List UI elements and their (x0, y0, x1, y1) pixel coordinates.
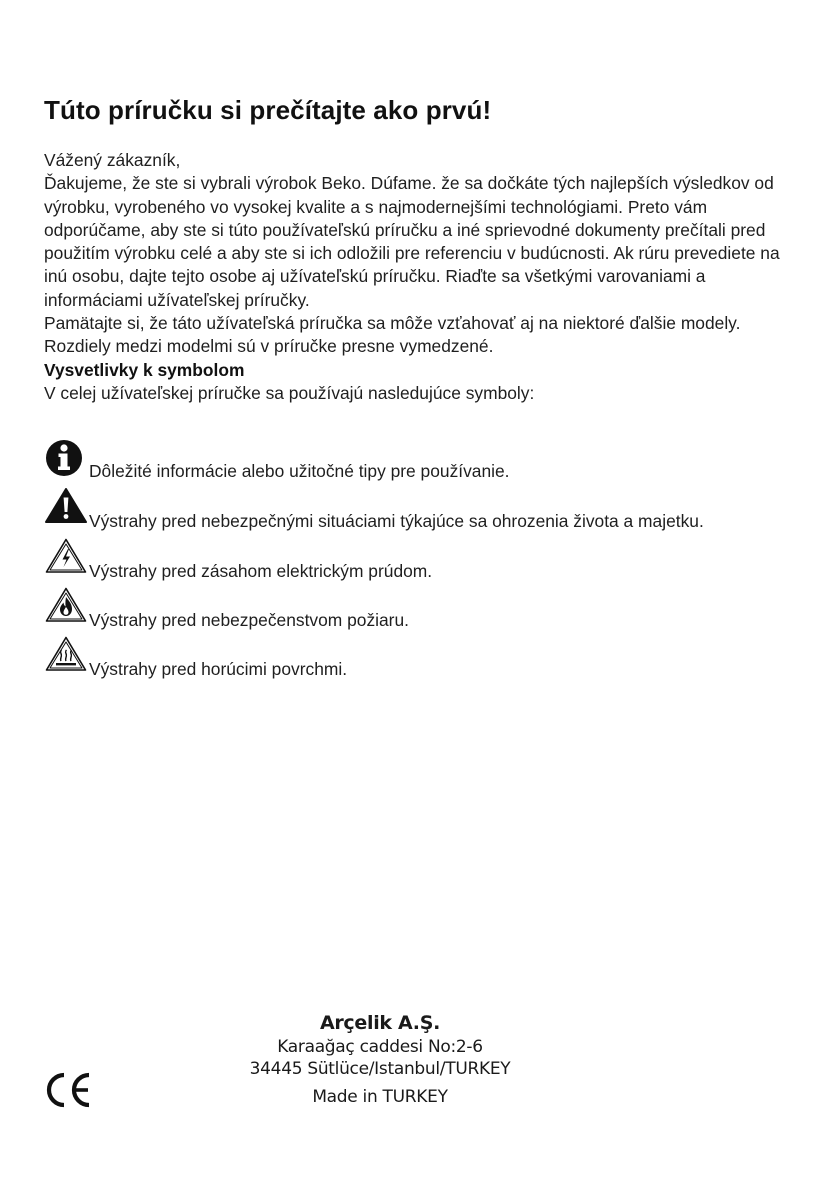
greeting: Vážený zákazník, (44, 150, 181, 170)
symbol-item-electric (44, 537, 804, 581)
symbol-text-info: Dôležité informácie alebo užitočné tipy pre používanie. (89, 461, 510, 481)
info-icon (44, 438, 84, 478)
hot-surface-icon (44, 635, 88, 673)
symbol-text-fire: Výstrahy pred nebezpečenstvom požiaru. (89, 610, 409, 630)
models-note-paragraph: Pamätajte si, že táto užívateľská príručka sa môže vzťahovať aj na niektoré ďalšie modely. Rozdiely medzi modelmi sú v príručke presne vymedzené. (44, 313, 741, 357)
address-line-1: Karaağaç caddesi No:2-6 (277, 1037, 483, 1057)
company-name: Arçelik A.Ş. (319, 1012, 441, 1034)
symbol-item-warning (44, 487, 804, 531)
made-in: Made in TURKEY (312, 1087, 448, 1107)
symbol-item-hot-surface (44, 635, 804, 679)
symbols-intro: V celej užívateľskej príručke sa používajú nasledujúce symboly: (44, 382, 535, 403)
intro-paragraph: Ďakujeme, že ste si vybrali výrobok Beko. Dúfame. že sa dočkáte tých najlepších výsledkov od výrobku, vyrobeného vo vysokej kvalite a s najmodernejšími technológiami. Preto vám odporúčame, aby ste si túto používateľskú príručku a iné sprievodné dokumenty prečítali pred použitím výrobku celé a aby ste si ich odložili pre referenciu v budúcnosti. Ak rúru prevediete na inú osobu, dajte tejto osobe aj užívateľskú príručku. Riaďte sa všetkými varovaniami a informáciami užívateľskej príručky. (44, 173, 780, 310)
symbol-text-hot-surface: Výstrahy pred horúcimi povrchmi. (89, 659, 348, 679)
symbol-text-warning: Výstrahy pred nebezpečnými situáciami týkajúce sa ohrozenia života a majetku. (89, 511, 704, 531)
page-title: Túto príručku si prečítajte ako prvú! (44, 95, 492, 125)
fire-hazard-icon (44, 586, 88, 624)
warning-icon (44, 487, 88, 525)
symbol-text-electric: Výstrahy pred zásahom elektrickým prúdom. (89, 561, 433, 581)
ce-mark-icon (44, 1071, 94, 1109)
address-line-2: 34445 Sütlüce/Istanbul/TURKEY (249, 1059, 511, 1079)
symbol-item-fire (44, 586, 804, 630)
electric-shock-icon (44, 537, 88, 575)
symbol-item-info (44, 438, 804, 482)
manufacturer-footer (190, 1010, 570, 1108)
symbols-heading: Vysvetlivky k symbolom (44, 359, 245, 380)
intro-text (44, 149, 794, 405)
